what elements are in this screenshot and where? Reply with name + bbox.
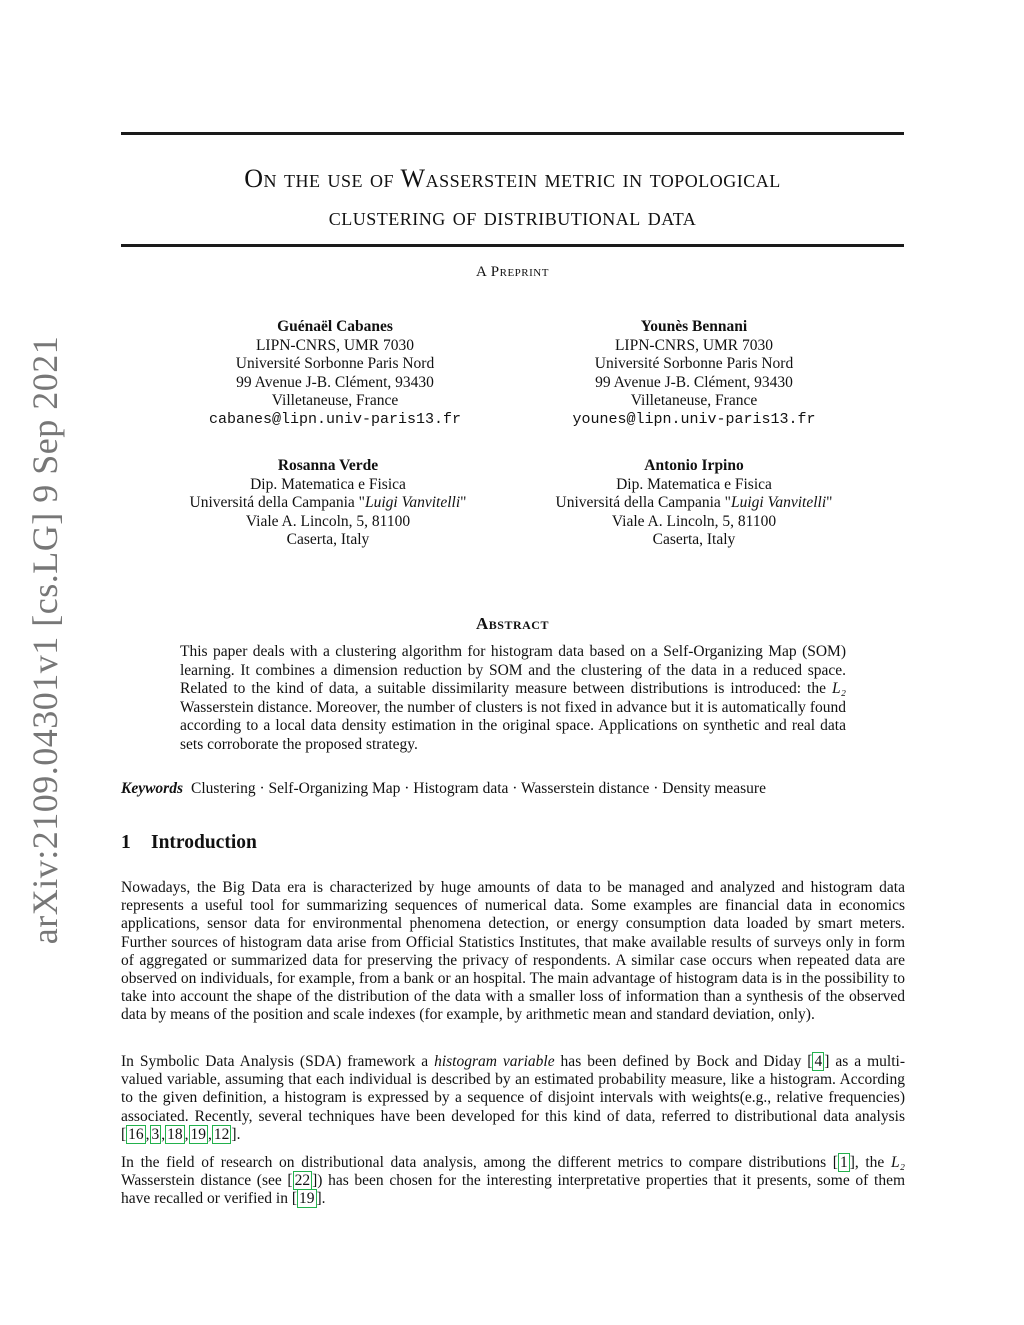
keywords-label: Keywords bbox=[121, 780, 183, 797]
citation-link[interactable]: 19 bbox=[190, 1125, 207, 1143]
author-affiliation: Dip. Matematica e Fisica bbox=[250, 475, 406, 493]
paragraph-text: ]. bbox=[231, 1125, 241, 1143]
author-block bbox=[524, 318, 864, 429]
author-address: Viale A. Lincoln, 5, 81100 bbox=[245, 512, 411, 530]
citation-link[interactable]: 19 bbox=[299, 1190, 315, 1208]
paragraph-text: has been defined by Bock and Diday [ bbox=[554, 1053, 813, 1070]
arxiv-identifier: arXiv:2109.04301v1 [cs.LG] 9 Sep 2021 bbox=[25, 335, 65, 945]
author-city: Villetaneuse, France bbox=[271, 392, 399, 409]
institution-text: " bbox=[826, 494, 833, 511]
institution-text: " bbox=[460, 494, 467, 511]
citation-link[interactable]: 16 bbox=[128, 1125, 144, 1143]
author-affiliation: LIPN-CNRS, UMR 7030 bbox=[614, 336, 774, 354]
preprint-label: A Preprint bbox=[476, 264, 549, 280]
paragraph-text: Wasserstein distance (see [ bbox=[121, 1172, 293, 1190]
paragraph: Nowadays, the Big Data era is characterized by huge amounts of data to be managed and analyzed and histogram data represents a useful tool for summarizing sequences of numerical data. Some examples are financial data in economics applications, sensor data for environmental phenomena detection, or energy consumption data loaded by smart meters. Further sources of histogram data arise from Official Statistics Institutes, that make available results of surveys only in form of aggregated or summarized data for preserving the privacy of respondents. A similar case occurs when repeated data are observed on individuals, for example, from a bank or an hospital. The main advantage of histogram data is in the possibility to take into account the shape of the distribution of the data with a smaller loss of information than a synthesis of the observed data by means of the position and scale indexes (for example, by arithmetic mean and standard deviation, only). bbox=[121, 879, 906, 1024]
abstract-text-part: This paper deals with a clustering algorithm for histogram data based on a Self-Organizing Map (SOM) learning. It combines a dimension reduction by SOM and the clustering of the data in a reduced space. Related to the kind of data, a suitable dissimilarity measure between distributions is introduced: the bbox=[180, 643, 846, 697]
author-institution bbox=[158, 494, 498, 513]
author-name: Younès Bennani bbox=[640, 318, 748, 335]
math-symbol: L₂ bbox=[831, 680, 846, 697]
paragraph-text: In Symbolic Data Analysis (SDA) framework a bbox=[121, 1053, 435, 1070]
author-block bbox=[165, 318, 505, 429]
paragraph-text: ]) has been chosen for the interesting interpretative properties that it presents, some of them have recalled or verified in [ bbox=[121, 1172, 906, 1208]
title-rule-bottom bbox=[121, 244, 904, 247]
institution-text: Universitá della Campania " bbox=[555, 494, 731, 511]
author-block bbox=[158, 457, 498, 550]
paragraph: In Symbolic Data Analysis (SDA) framework a histogram variable has been defined by Bock and Diday [ 4 ] as a multi-valued variable, assuming that each individual is described by an estimated probability measure, like a histogram. According to the given definition, a histogram is expressed by a sequence of disjoint intervals with weights(e.g., relative frequencies) associated. Recently, several techniques have been developed for this kind of data, referred to distributional data analysis [ 16 , 3 , 18 , 19 , 12 ]. bbox=[121, 1053, 905, 1143]
section-number: 1 bbox=[121, 832, 131, 853]
paragraph-text: ], the bbox=[849, 1154, 891, 1171]
author-address: Viale A. Lincoln, 5, 81100 bbox=[611, 512, 777, 530]
author-city: Caserta, Italy bbox=[286, 531, 370, 548]
author-affiliation: Dip. Matematica e Fisica bbox=[616, 475, 772, 493]
author-affiliation: LIPN-CNRS, UMR 7030 bbox=[255, 336, 415, 354]
author-city: Caserta, Italy bbox=[652, 531, 736, 548]
author-block bbox=[524, 457, 864, 550]
keywords bbox=[121, 780, 904, 799]
author-name: Guénaël Cabanes bbox=[277, 318, 393, 335]
author-institution: Université Sorbonne Paris Nord bbox=[594, 355, 794, 372]
author-institution: Université Sorbonne Paris Nord bbox=[235, 355, 435, 372]
author-institution bbox=[524, 494, 864, 513]
citation-link[interactable]: 22 bbox=[294, 1172, 311, 1190]
author-email[interactable]: younes@lipn.univ-paris13.fr bbox=[572, 410, 816, 428]
section-title: Introduction bbox=[151, 832, 257, 853]
citation-link[interactable]: 4 bbox=[814, 1053, 823, 1070]
abstract-text-part: Wasserstein distance. Moreover, the number of clusters is not fixed in advance but it is automatically found according to a local data density estimation in the original space. Applications on synthetic and real data sets corroborate the proposed strategy. bbox=[180, 698, 846, 753]
paragraph-text: In the field of research on distributional data analysis, among the different metrics to compare distributions [ bbox=[121, 1154, 838, 1171]
keywords-list: Clustering · Self-Organizing Map · Histogram data · Wasserstein distance · Density measure bbox=[191, 780, 766, 797]
paragraph-text: ]. bbox=[316, 1190, 326, 1208]
author-email[interactable]: cabanes@lipn.univ-paris13.fr bbox=[208, 410, 462, 428]
author-address: 99 Avenue J-B. Clément, 93430 bbox=[595, 373, 793, 391]
author-address: 99 Avenue J-B. Clément, 93430 bbox=[236, 373, 434, 391]
citation-link[interactable]: 12 bbox=[213, 1125, 230, 1143]
abstract-heading: Abstract bbox=[476, 614, 549, 633]
paragraph-text: ] as a multi-valued variable, assuming that each individual is described by an estimated probability measure, like a histogram. According to the given definition, a histogram is expressed by a sequence of disjoint intervals with weights(e.g., relative frequencies) associated. Recently, several techniques have been developed for this kind of data, referred to distributional data analysis [ bbox=[121, 1053, 905, 1143]
abstract-text bbox=[180, 643, 846, 754]
italic-term: histogram variable bbox=[434, 1053, 555, 1070]
author-name: Antonio Irpino bbox=[644, 457, 744, 474]
institution-text: Universitá della Campania " bbox=[189, 494, 365, 511]
math-symbol: L₂ bbox=[890, 1154, 905, 1171]
institution-italic: Luigi Vanvitelli bbox=[731, 494, 827, 511]
institution-italic: Luigi Vanvitelli bbox=[365, 494, 461, 511]
citation-link[interactable]: 18 bbox=[167, 1125, 183, 1143]
citation-link[interactable]: 1 bbox=[839, 1154, 848, 1171]
citation-link[interactable]: 3 bbox=[151, 1125, 160, 1143]
author-city: Villetaneuse, France bbox=[630, 392, 758, 409]
paper-title bbox=[121, 160, 904, 236]
section-heading bbox=[121, 832, 257, 854]
title-line-1: On the use of Wasserstein metric in topological bbox=[244, 164, 781, 193]
title-line-2: clustering of distributional data bbox=[328, 202, 697, 231]
title-rule-top bbox=[121, 132, 904, 135]
paragraph bbox=[121, 1154, 905, 1209]
author-name: Rosanna Verde bbox=[277, 457, 379, 474]
